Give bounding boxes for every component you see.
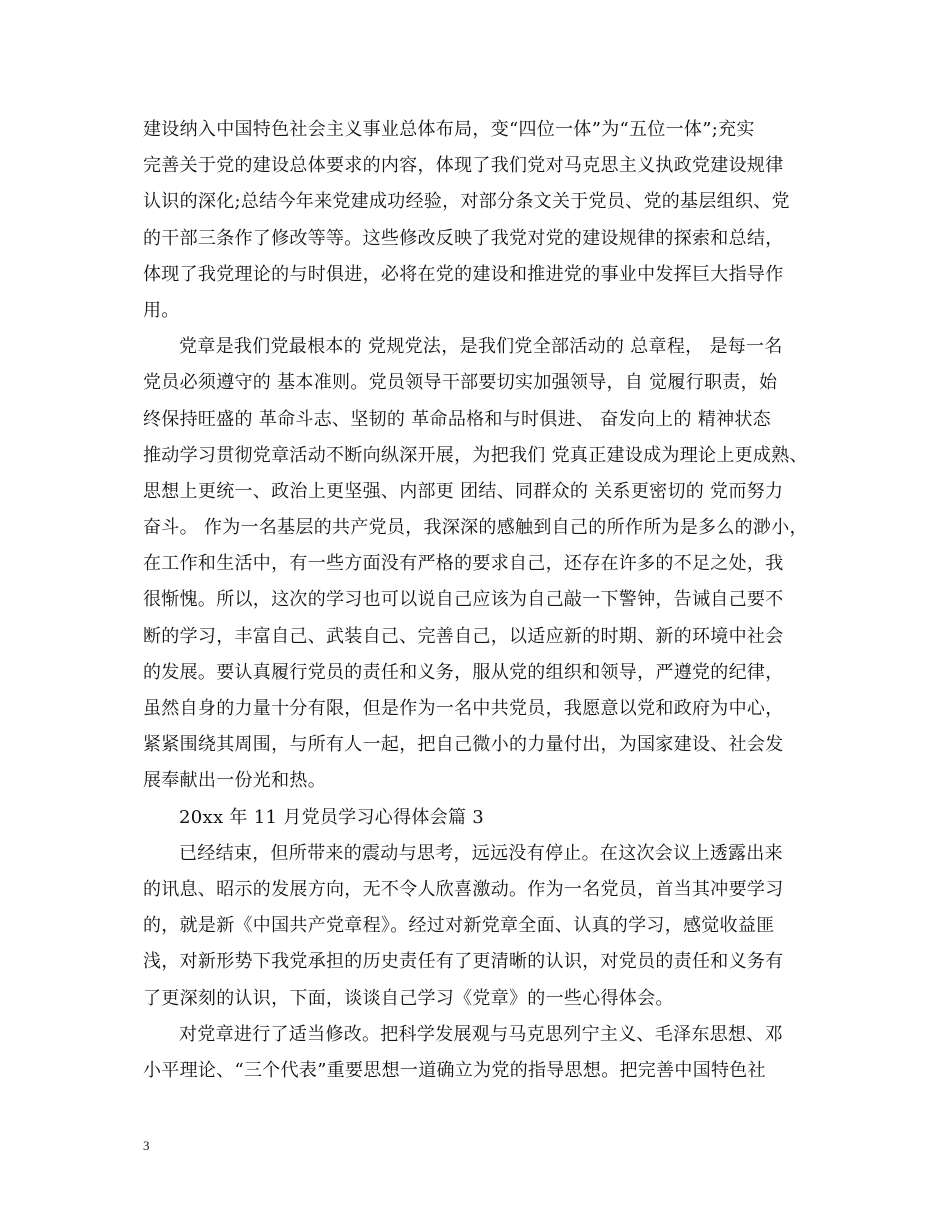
text-line: 的，就是新《中国共产党章程》。经过对新党章全面、认真的学习，感觉收益匪 — [143, 915, 775, 937]
text-line: 的讯息、昭示的发展方向，无不令人欣喜激动。作为一名党员，首当其冲要学习 — [143, 878, 784, 900]
text-line: 在工作和生活中，有一些方面没有严格的要求自己，还存在许多的不足之处，我 — [143, 553, 784, 575]
text-line: 奋斗。 作为一名基层的共产党员，我深深的感触到自己的所作所为是多么的渺小， — [143, 517, 808, 539]
text-line: 体现了我党理论的与时俱进，必将在党的建设和推进党的事业中发挥巨大指导作 — [143, 263, 784, 285]
text-line: 思想上更统一、政治上更坚强、内部更 团结、同群众的 关系更密切的 党而努力 — [143, 480, 784, 502]
text-line: 完善关于党的建设总体要求的内容，体现了我们党对马克思主义执政党建设规律 — [143, 155, 784, 177]
paragraph-start-line: 对党章进行了适当修改。把科学发展观与马克思列宁主义、毛泽东思想、邓 — [179, 1023, 783, 1045]
text-line: 推动学习贯彻党章活动不断向纵深开展，为把我们 党真正建设成为理论上更成熟、 — [143, 444, 808, 466]
text-line: 很惭愧。所以，这次的学习也可以说自己应该为自己敲一下警钟，告诫自己要不 — [143, 589, 784, 611]
section-heading: 20xx 年 11 月党员学习心得体会篇 3 — [179, 806, 485, 828]
text-line: 浅，对新形势下我党承担的历史责任有了更清晰的认识，对党员的责任和义务有 — [143, 951, 784, 973]
text-line: 小平理论、“三个代表”重要思想一道确立为党的指导思想。把完善中国特色社 — [143, 1059, 766, 1081]
text-line: 断的学习，丰富自己、武装自己、完善自己，以适应新的时期、新的环境中社会 — [143, 625, 784, 647]
text-line: 的干部三条作了修改等等。这些修改反映了我党对党的建设规律的探索和总结， — [143, 227, 784, 249]
text-line: 虽然自身的力量十分有限，但是作为一名中共党员，我愿意以党和政府为中心， — [143, 698, 784, 719]
page-number: 3 — [143, 1138, 150, 1153]
text-line: 用。 — [143, 299, 180, 321]
paragraph-start-line: 已经结束，但所带来的震动与思考，远远没有停止。在这次会议上透露出来 — [179, 842, 783, 864]
text-line: 了更深刻的认识，下面，谈谈自己学习《党章》的一些心得体会。 — [143, 987, 674, 1009]
paragraph-start-line: 党章是我们党最根本的 党规党法，是我们党全部活动的 总章程， 是每一名 — [179, 336, 783, 358]
text-line: 展奉献出一份光和热。 — [143, 770, 326, 792]
text-line: 党员必须遵守的 基本准则。党员领导干部要切实加强领导，自 觉履行职责，始 — [143, 372, 778, 394]
text-line: 紧紧围绕其周围，与所有人一起，把自己微小的力量付出，为国家建设、社会发 — [143, 734, 784, 756]
text-line: 的发展。要认真履行党员的责任和义务，服从党的组织和领导，严遵党的纪律， — [143, 661, 784, 683]
text-line: 终保持旺盛的 革命斗志、坚韧的 革命品格和与时俱进、 奋发向上的 精神状态 — [143, 408, 771, 430]
text-line: 建设纳入中国特色社会主义事业总体布局，变“四位一体”为“五位一体”;充实 — [143, 119, 755, 140]
document-body — [143, 112, 817, 1089]
text-line: 认识的深化;总结今年来党建成功经验，对部分条文关于党员、党的基层组织、党 — [143, 191, 790, 213]
